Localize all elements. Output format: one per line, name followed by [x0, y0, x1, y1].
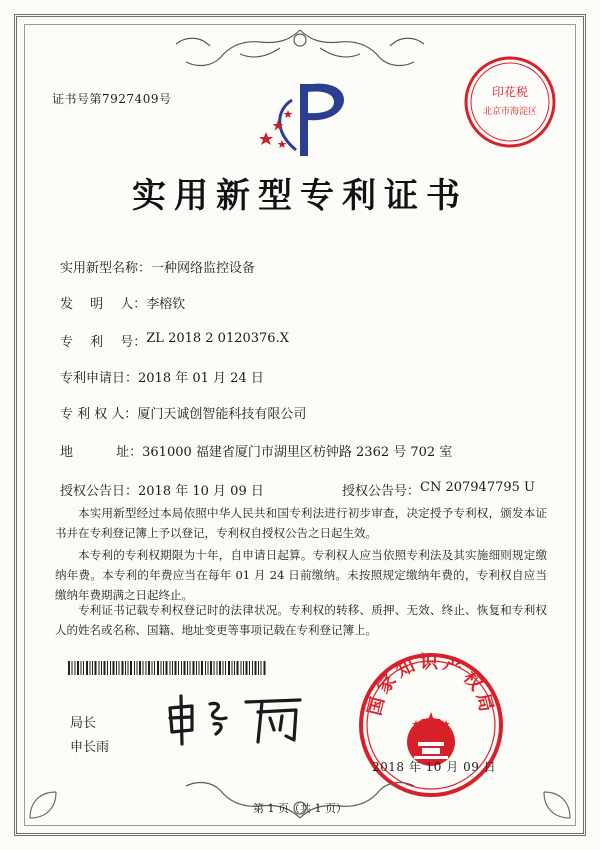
barcode-bar [77, 661, 79, 675]
barcode-bar [83, 661, 84, 675]
barcode-bar [128, 661, 129, 675]
barcode-bar [134, 661, 135, 675]
barcode-bar [122, 661, 124, 675]
barcode-bar [249, 661, 250, 675]
barcode-bar [161, 661, 162, 675]
body-paragraph-3: 专利证书记载专利权登记时的法律状况。专利权的转移、质押、无效、终止、恢复和专利权人的姓名或名称、国籍、地址变更等事项记载在专利登记簿上。 [55, 603, 547, 637]
field-inventor [60, 293, 185, 312]
barcode-bar [148, 661, 150, 675]
tax-seal-text: 印花税 [491, 85, 529, 99]
field-utility-model-name [60, 257, 255, 276]
barcode-bar [68, 661, 70, 675]
svg-text:国家知识产权局 [364, 651, 497, 718]
barcode-bar [243, 661, 244, 675]
barcode-bar [157, 661, 159, 675]
barcode-bar [113, 661, 115, 675]
barcode [68, 661, 268, 675]
barcode-bar [187, 661, 188, 675]
tax-seal [460, 52, 560, 152]
field-label: 专 利 号： [60, 335, 147, 350]
barcode-bar [258, 661, 259, 675]
signature-name: 申长雨 [70, 740, 110, 755]
barcode-bar [228, 661, 230, 675]
barcode-bar [99, 661, 100, 675]
barcode-bar [86, 661, 88, 675]
barcode-bar [116, 661, 117, 675]
barcode-bar [152, 661, 153, 675]
barcode-bar [252, 661, 253, 675]
barcode-bar [193, 661, 195, 675]
barcode-bar [119, 661, 120, 675]
barcode-bar [130, 661, 132, 675]
field-label: 地 址： [60, 445, 143, 460]
barcode-bar [139, 661, 141, 675]
field-application-date [60, 367, 264, 386]
barcode-bar [184, 661, 186, 675]
body-paragraph-2: 本专利的专利权期限为十年，自申请日起算。专利权人应当依照专利法及其实施细则规定缴纳年费。本专利的年费应当在每年 01 月 24 日前缴纳。未按照规定缴纳年费的，专利权自应当缴纳年费期满之日起终止。 [55, 548, 547, 602]
barcode-bar [264, 661, 266, 675]
field-label: 授权公告日： [60, 484, 139, 499]
top-ornament [150, 26, 450, 74]
barcode-bar [201, 661, 203, 675]
field-label: 专 利 权 人： [60, 407, 138, 422]
barcode-bar [143, 661, 144, 675]
barcode-bar [255, 661, 257, 675]
barcode-bar [205, 661, 206, 675]
certificate-number-value: 7927409 [102, 92, 159, 106]
field-value: 厦门天诚创智能科技有限公司 [137, 407, 307, 422]
barcode-bar [199, 661, 200, 675]
field-label: 专利申请日： [60, 371, 139, 386]
body-paragraph-1: 本实用新型经过本局依照中华人民共和国专利法进行初步审查，决定授予专利权，颁发本证书并在专利登记簿上予以登记，专利权自授权公告之日起生效。 [55, 506, 547, 540]
barcode-bar [104, 661, 106, 675]
field-label: 发 明 人： [60, 297, 147, 312]
field-value: 361000 福建省厦门市湖里区枋钟路 2362 号 702 室 [142, 445, 453, 460]
field-value: 一种网络监控设备 [151, 261, 256, 276]
barcode-bar [181, 661, 182, 675]
barcode-bar [101, 661, 102, 675]
barcode-bar [81, 661, 82, 675]
field-label: 授权公告号： [342, 484, 421, 499]
field-value: 2018 年 10 月 09 日 [138, 484, 264, 499]
signature-title: 局长 [70, 716, 97, 731]
barcode-bar [95, 661, 97, 675]
field-address [60, 441, 452, 460]
seal-date: 2018 年 10 月 09 日 [372, 760, 497, 774]
barcode-bar [219, 661, 221, 675]
barcode-bar [261, 661, 262, 675]
certificate-title: 实用新型专利证书 [132, 176, 468, 216]
barcode-bar [172, 661, 173, 675]
barcode-bar [208, 661, 209, 675]
field-patent-number [60, 331, 289, 350]
barcode-bar [75, 661, 76, 675]
page-footer: 第 1 页（共 1 页） [253, 802, 347, 815]
certificate-number-label: 证书号第 [52, 92, 103, 106]
field-value: 李榕钦 [146, 297, 186, 312]
barcode-bar [170, 661, 171, 675]
barcode-bar [214, 661, 215, 675]
barcode-bar [110, 661, 111, 675]
certificate-number-suffix: 号 [158, 92, 172, 106]
barcode-bar [90, 661, 91, 675]
barcode-bar [210, 661, 212, 675]
cnipa-seal-text: 国家知识产权局 [364, 651, 498, 718]
certificate-number [52, 90, 171, 107]
barcode-bar [107, 661, 108, 675]
tax-seal-district: 北京市海淀区 [482, 107, 538, 117]
field-value: CN 207947795 U [420, 480, 535, 495]
barcode-bar [196, 661, 197, 675]
barcode-bar [154, 661, 155, 675]
cnipa-logo [252, 80, 352, 160]
barcode-bar [246, 661, 248, 675]
field-value: ZL 2018 2 0120376.X [146, 331, 289, 346]
barcode-bar [217, 661, 218, 675]
field-label: 实用新型名称： [60, 261, 152, 276]
cnipa-seal [356, 650, 506, 800]
barcode-bar [225, 661, 226, 675]
barcode-bar [166, 661, 168, 675]
barcode-bar [190, 661, 191, 675]
barcode-bar [241, 661, 242, 675]
barcode-bar [146, 661, 147, 675]
barcode-bar [175, 661, 177, 675]
barcode-bar [163, 661, 164, 675]
barcode-bar [232, 661, 233, 675]
field-patentee [60, 403, 306, 422]
barcode-bar [178, 661, 179, 675]
barcode-bar [237, 661, 239, 675]
barcode-bar [72, 661, 73, 675]
barcode-bar [92, 661, 93, 675]
barcode-bar [125, 661, 126, 675]
barcode-bar [234, 661, 235, 675]
field-grant-number [342, 480, 535, 499]
barcode-bar [137, 661, 138, 675]
handwritten-signature [162, 690, 312, 750]
field-grant-date [60, 480, 264, 499]
barcode-bar [223, 661, 224, 675]
field-value: 2018 年 01 月 24 日 [138, 371, 264, 386]
